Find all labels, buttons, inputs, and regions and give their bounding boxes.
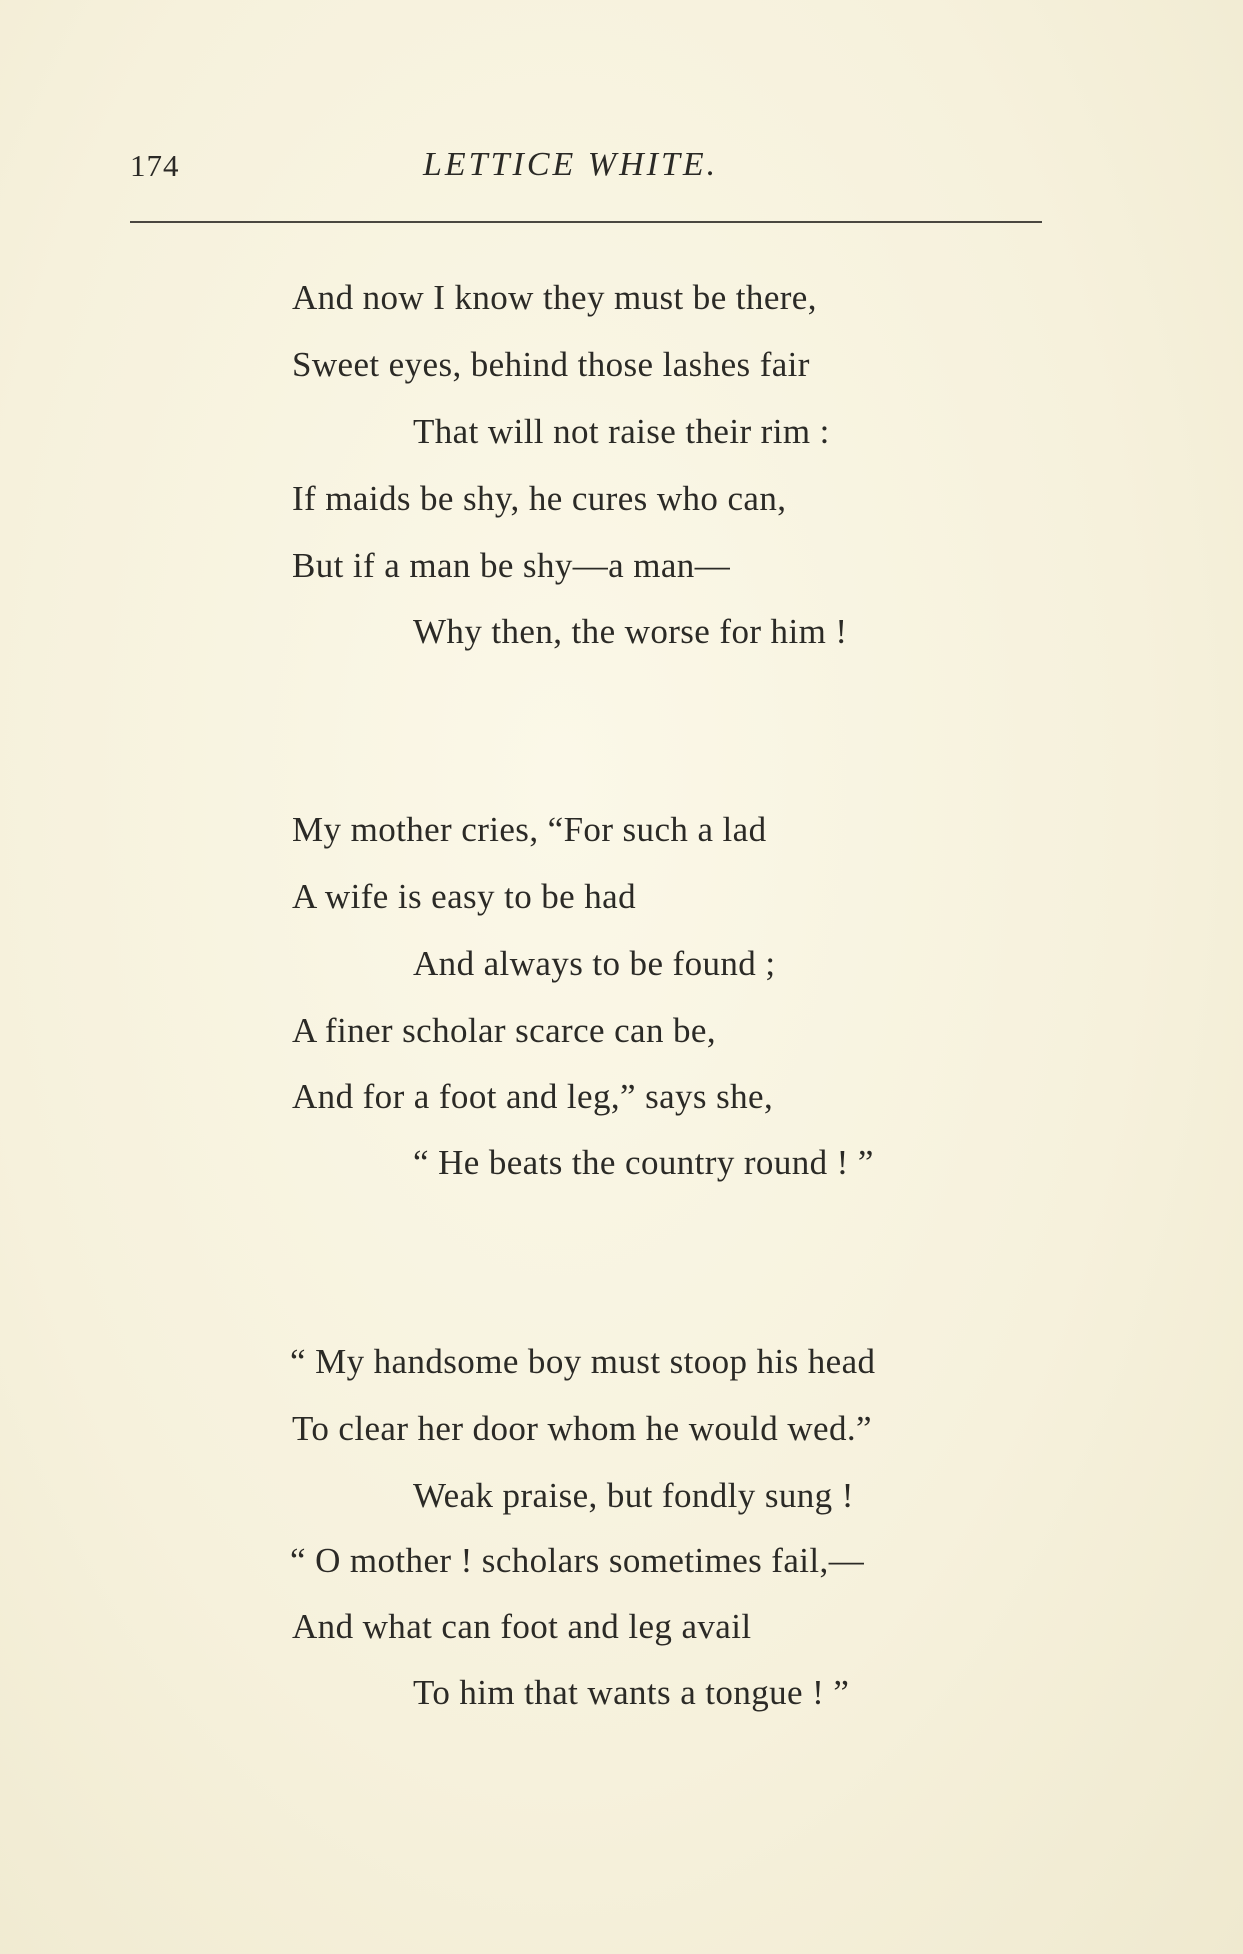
verse-line: Weak praise, but fondly sung ! bbox=[413, 1476, 854, 1515]
verse-line: To clear her door whom he would wed.” bbox=[292, 1409, 872, 1448]
verse-line: A finer scholar scarce can be, bbox=[292, 1011, 717, 1050]
verse-line: “ O mother ! scholars sometimes fail,— bbox=[290, 1541, 865, 1580]
verse-line: A wife is easy to be had bbox=[292, 877, 636, 916]
verse-line: If maids be shy, he cures who can, bbox=[292, 479, 787, 518]
verse-line: Why then, the worse for him ! bbox=[413, 612, 848, 651]
verse-line: To him that wants a tongue ! ” bbox=[413, 1673, 850, 1712]
verse-line: And now I know they must be there, bbox=[292, 278, 817, 317]
header-rule bbox=[130, 221, 1042, 223]
verse-line: My mother cries, “For such a lad bbox=[292, 810, 767, 849]
verse-line: And what can foot and leg avail bbox=[292, 1607, 752, 1646]
verse-line: That will not raise their rim : bbox=[413, 412, 830, 451]
verse-line: “ He beats the country round ! ” bbox=[413, 1143, 874, 1182]
verse-line: And for a foot and leg,” says she, bbox=[292, 1077, 774, 1116]
running-title: LETTICE WHITE. bbox=[423, 146, 719, 183]
verse-line: But if a man be shy—a man— bbox=[292, 546, 731, 585]
verse-line: “ My handsome boy must stoop his head bbox=[290, 1342, 876, 1381]
page-number: 174 bbox=[130, 148, 180, 183]
verse-line: And always to be found ; bbox=[413, 944, 776, 983]
verse-line: Sweet eyes, behind those lashes fair bbox=[292, 345, 810, 384]
